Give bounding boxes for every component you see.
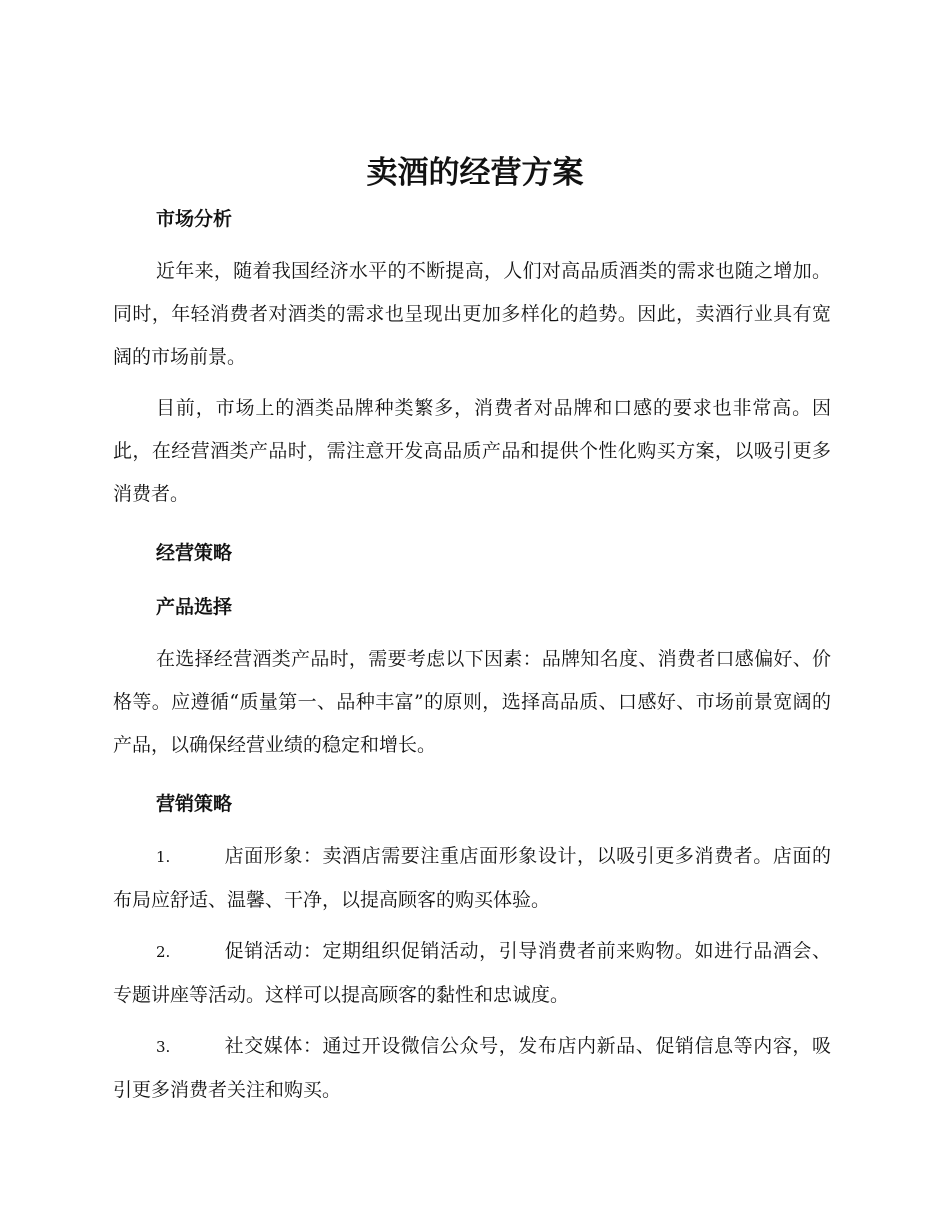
list-item-store-image bbox=[113, 835, 831, 922]
list-item-text: 店面形象：卖酒店需要注重店面形象设计，以吸引更多消费者。店面的布局应舒适、温馨、干净，以提高顾客的购买体验。 bbox=[113, 845, 831, 911]
paragraph-product-selection: 在选择经营酒类产品时，需要考虑以下因素：品牌知名度、消费者口感偏好、价格等。应遵循“质量第一、品种丰富”的原则，选择高品质、口感好、市场前景宽阔的产品，以确保经营业绩的稳定和增长。 bbox=[113, 648, 831, 756]
list-item-text: 促销活动：定期组织促销活动，引导消费者前来购物。如进行品酒会、专题讲座等活动。这样可以提高顾客的黏性和忠诚度。 bbox=[113, 940, 831, 1006]
paragraph-market-2: 目前，市场上的酒类品牌种类繁多，消费者对品牌和口感的要求也非常高。因此，在经营酒类产品时，需注意开发高品质产品和提供个性化购买方案，以吸引更多消费者。 bbox=[113, 397, 831, 505]
heading-product-selection: 产品选择 bbox=[156, 596, 233, 618]
list-number: 1. bbox=[156, 848, 171, 866]
document-title: 卖酒的经营方案 bbox=[366, 155, 584, 191]
list-number: 2. bbox=[156, 943, 171, 961]
list-item-text: 社交媒体：通过开设微信公众号，发布店内新品、促销信息等内容，吸引更多消费者关注和购买。 bbox=[113, 1035, 831, 1101]
heading-marketing-strategy: 营销策略 bbox=[156, 793, 233, 815]
list-item-promotions bbox=[113, 930, 831, 1017]
list-number: 3. bbox=[156, 1038, 171, 1056]
list-item-social-media bbox=[113, 1025, 831, 1112]
paragraph-market-1: 近年来，随着我国经济水平的不断提高，人们对高品质酒类的需求也随之增加。同时，年轻消费者对酒类的需求也呈现出更加多样化的趋势。因此，卖酒行业具有宽阔的市场前景。 bbox=[113, 260, 831, 368]
document-body bbox=[113, 196, 831, 1112]
heading-business-strategy: 经营策略 bbox=[156, 542, 233, 564]
heading-market-analysis: 市场分析 bbox=[156, 208, 233, 230]
